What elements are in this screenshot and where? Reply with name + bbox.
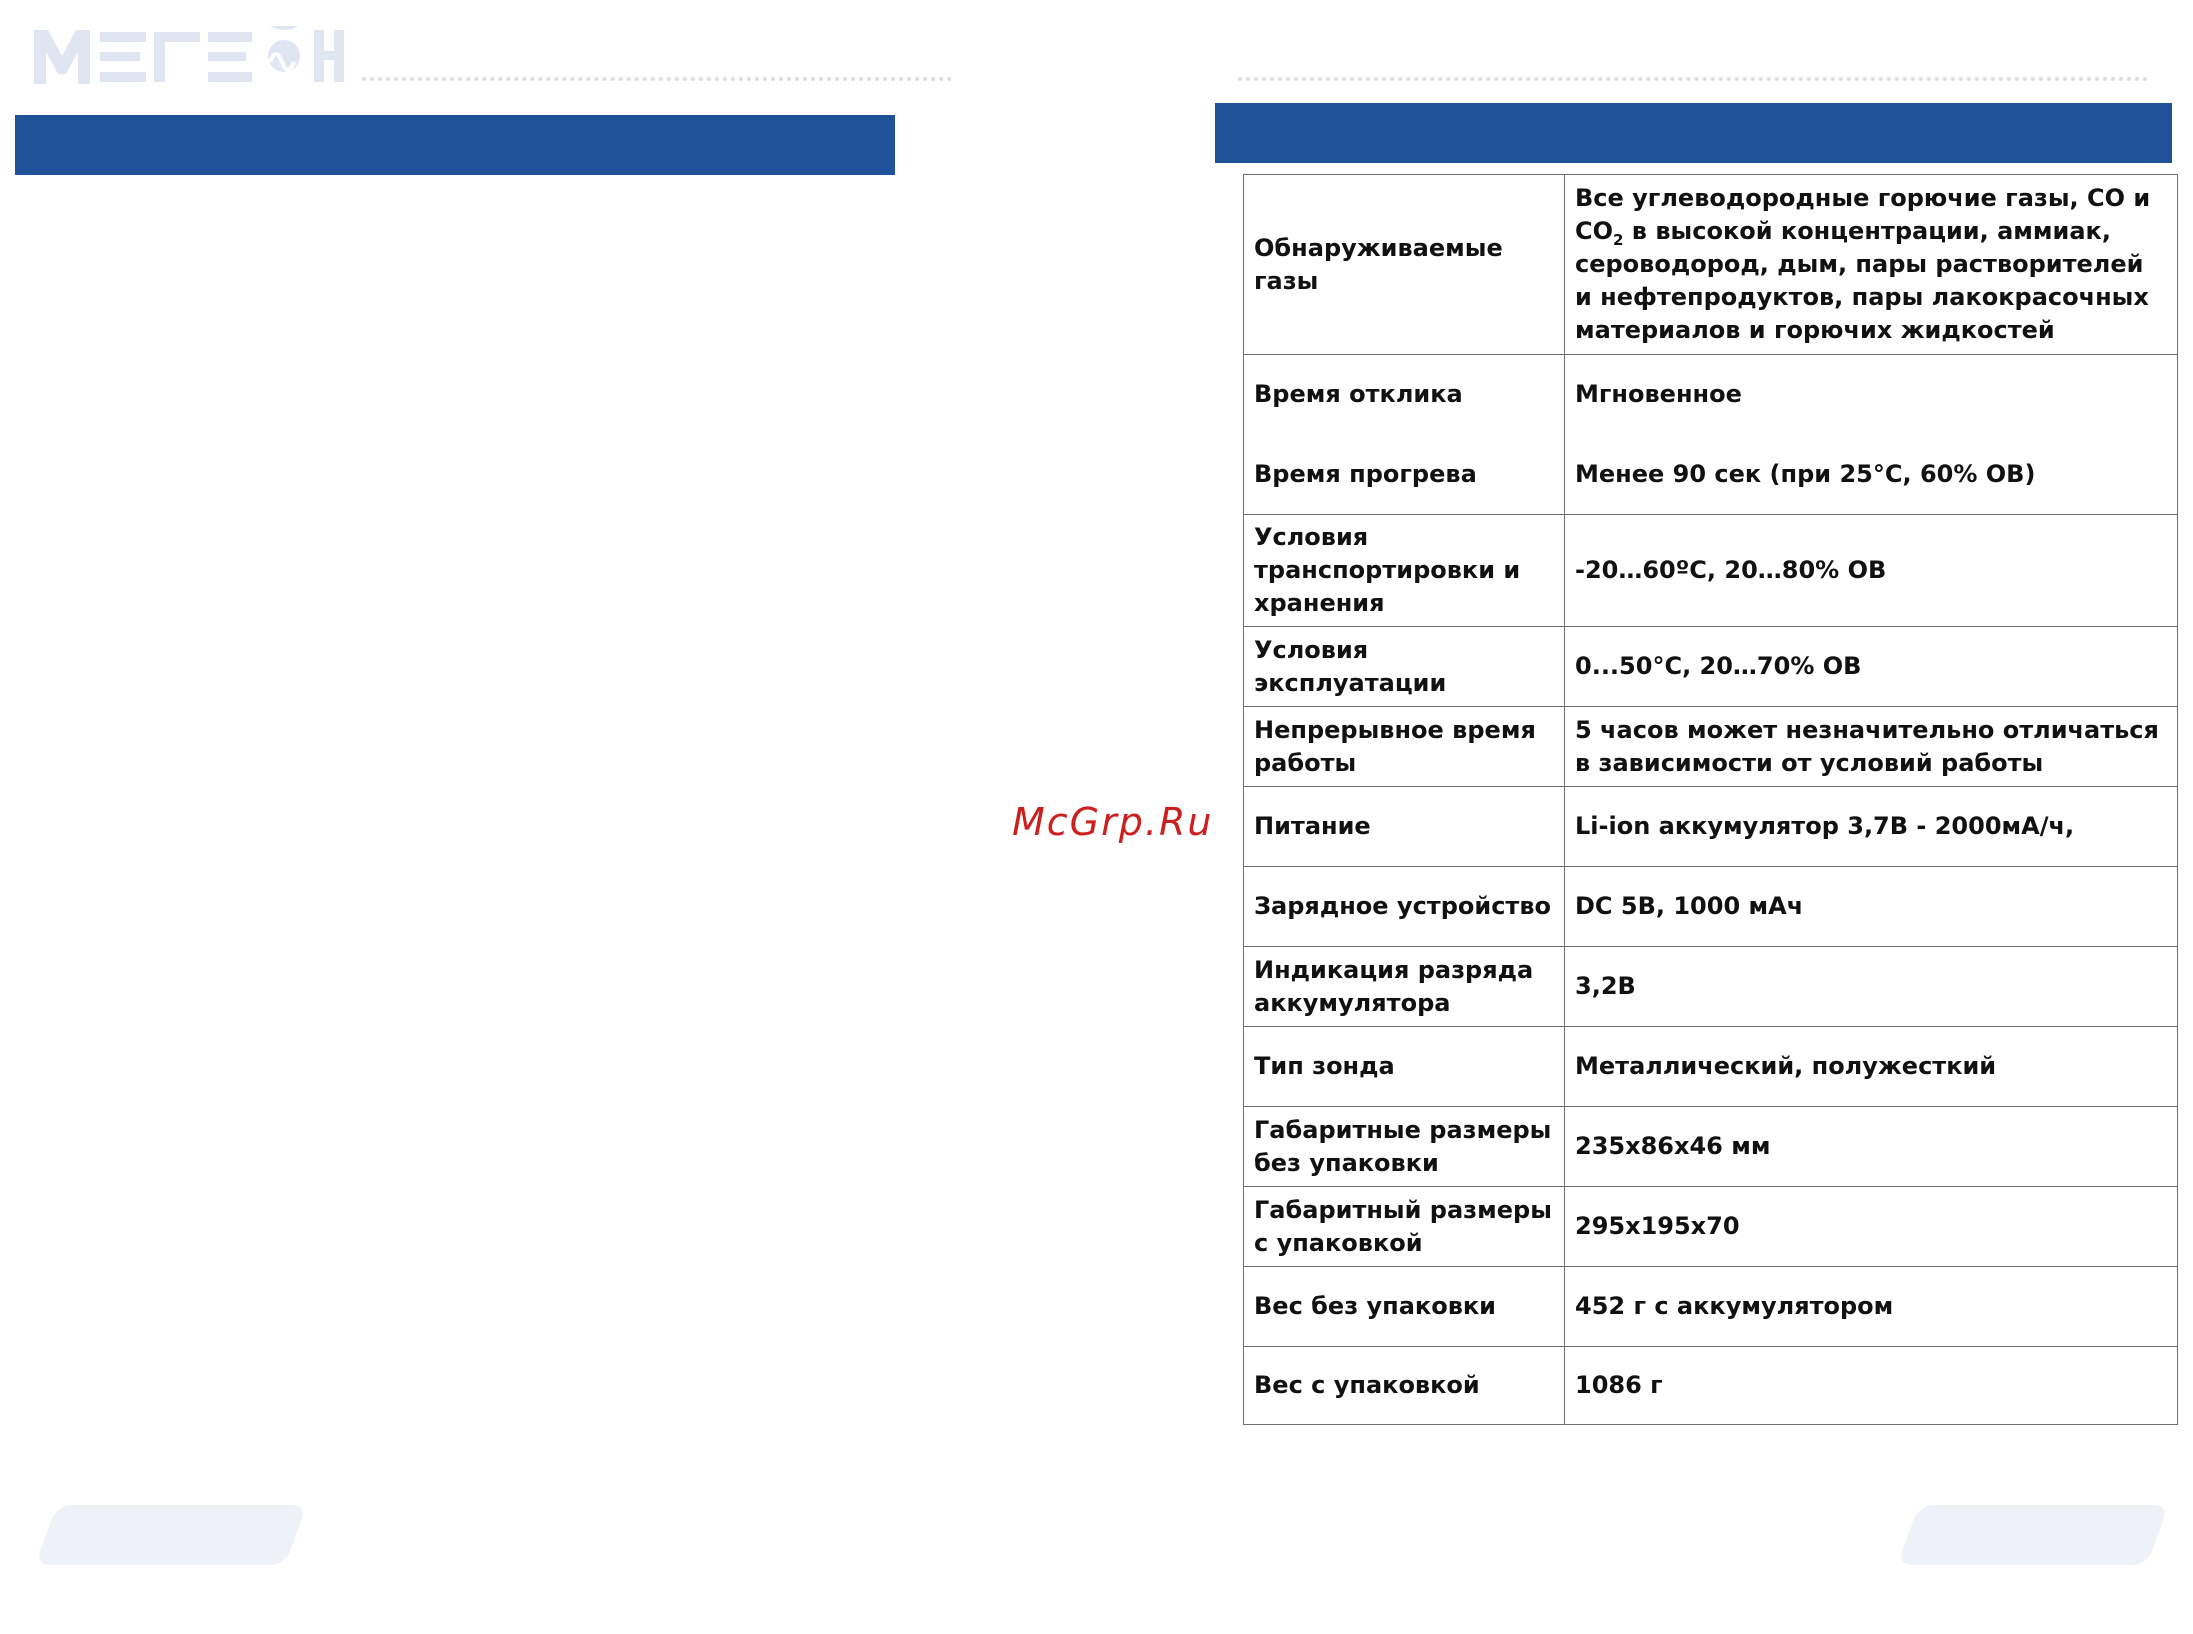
spec-value: 0...50°С, 20…70% ОВ	[1565, 627, 2178, 707]
spec-value: 295х195х70	[1565, 1187, 2178, 1267]
spec-param: Время прогрева	[1244, 435, 1565, 515]
spec-param: Зарядное устройство	[1244, 867, 1565, 947]
spec-value: 1086 г	[1565, 1347, 2178, 1425]
spec-row	[1244, 435, 2178, 515]
spec-row	[1244, 355, 2178, 435]
watermark: McGrp.Ru	[1012, 800, 1214, 844]
spec-row	[1244, 1107, 2178, 1187]
spec-row	[1244, 1027, 2178, 1107]
spec-param: Тип зонда	[1244, 1027, 1565, 1107]
page-tab-left	[35, 1505, 307, 1565]
spec-param: Габаритные размеры без упаковки	[1244, 1107, 1565, 1187]
spec-param: Вес с упаковкой	[1244, 1347, 1565, 1425]
spec-param: Непрерывное время работы	[1244, 707, 1565, 787]
spec-row	[1244, 867, 2178, 947]
spec-row	[1244, 515, 2178, 627]
header-dotted-line-left	[362, 77, 952, 81]
spec-param: Условия транспортировки и хранения	[1244, 515, 1565, 627]
spec-row	[1244, 707, 2178, 787]
spec-param: Условия эксплуатации	[1244, 627, 1565, 707]
spec-param: Время отклика	[1244, 355, 1565, 435]
spec-value: Все углеводородные горючие газы, CO и $CO_2$ в высокой концентрации, аммиак, сероводород, дым, пары растворителей и нефтепродуктов, пары лакокрасочных материалов и горючих жидкостей	[1565, 175, 2178, 355]
spec-value: Li-ion аккумулятор 3,7В - 2000мА/ч,	[1565, 787, 2178, 867]
section-header-band-left	[15, 115, 895, 175]
spec-row	[1244, 627, 2178, 707]
spec-value: 3,2В	[1565, 947, 2178, 1027]
spec-value: -20…60ºС, 20…80% ОВ	[1565, 515, 2178, 627]
spec-value: 452 г с аккумулятором	[1565, 1267, 2178, 1347]
spec-row	[1244, 1267, 2178, 1347]
spec-row	[1244, 1347, 2178, 1425]
spec-value: Металлический, полужесткий	[1565, 1027, 2178, 1107]
spec-param: Питание	[1244, 787, 1565, 867]
spec-param: Индикация разряда аккумулятора	[1244, 947, 1565, 1027]
megeon-logo	[34, 26, 344, 84]
spec-param: Габаритный размеры с упаковкой	[1244, 1187, 1565, 1267]
spec-row	[1244, 1187, 2178, 1267]
spec-value: 235х86х46 мм	[1565, 1107, 2178, 1187]
spec-value: 5 часов может незначительно отличаться в зависимости от условий работы	[1565, 707, 2178, 787]
spec-row	[1244, 947, 2178, 1027]
spec-param: Обнаруживаемые газы	[1244, 175, 1565, 355]
spec-row	[1244, 175, 2178, 355]
header-dotted-line-right	[1238, 77, 2148, 81]
spec-value: DC 5В, 1000 мАч	[1565, 867, 2178, 947]
section-header-band-right	[1215, 103, 2172, 163]
spec-param: Вес без упаковки	[1244, 1267, 1565, 1347]
spec-row	[1244, 787, 2178, 867]
spec-value: Менее 90 сек (при 25°С, 60% ОВ)	[1565, 435, 2178, 515]
page-tab-right	[1897, 1505, 2169, 1565]
spec-value: Мгновенное	[1565, 355, 2178, 435]
specifications-table	[1243, 174, 2178, 1425]
